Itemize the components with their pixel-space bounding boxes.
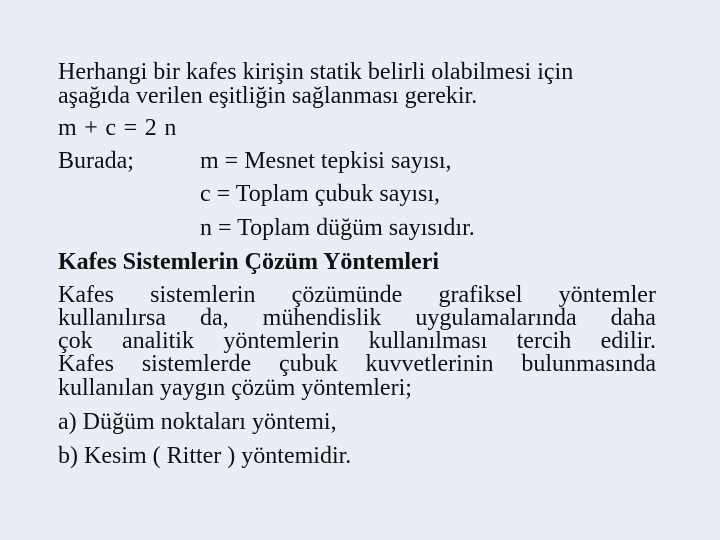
intro-line-2: aşağıda verilen eşitliğin sağlanması gerekir. bbox=[58, 83, 478, 109]
paragraph-word: kuvvetlerinin bbox=[365, 351, 494, 377]
paragraph-line-4 bbox=[58, 353, 656, 376]
paragraph-line-5: kullanılan yaygın çözüm yöntemleri; bbox=[58, 375, 412, 401]
paragraph-word: bulunmasında bbox=[521, 351, 656, 377]
definition-n: n = Toplam düğüm sayısıdır. bbox=[200, 215, 475, 241]
method-b: b) Kesim ( Ritter ) yöntemidir. bbox=[58, 443, 352, 469]
equation: m + c = 2 n bbox=[58, 115, 178, 141]
paragraph-line-1 bbox=[58, 284, 656, 307]
paragraph-word: analitik bbox=[122, 328, 194, 354]
paragraph-word: daha bbox=[610, 305, 656, 331]
paragraph-word: çözümünde bbox=[291, 282, 403, 308]
method-a: a) Düğüm noktaları yöntemi, bbox=[58, 409, 337, 435]
paragraph-word: uygulamalarında bbox=[415, 305, 577, 331]
paragraph-word: tercih bbox=[516, 328, 572, 354]
paragraph-word: edilir. bbox=[600, 328, 656, 354]
paragraph-word: çubuk bbox=[279, 351, 338, 377]
paragraph-word: Kafes bbox=[58, 282, 114, 308]
paragraph-line-2 bbox=[58, 307, 656, 330]
paragraph-word: sistemlerde bbox=[141, 351, 252, 377]
definition-c: c = Toplam çubuk sayısı, bbox=[200, 181, 441, 207]
paragraph-word: yöntemlerin bbox=[223, 328, 340, 354]
paragraph-word: sistemlerin bbox=[150, 282, 256, 308]
paragraph-word: Kafes bbox=[58, 351, 114, 377]
paragraph-word: kullanılırsa bbox=[58, 305, 166, 331]
section-heading: Kafes Sistemlerin Çözüm Yöntemleri bbox=[58, 249, 440, 275]
paragraph-word: da, bbox=[200, 305, 229, 331]
paragraph-word: çok bbox=[58, 328, 93, 354]
intro-line-1: Herhangi bir kafes kirişin statik belirli olabilmesi için bbox=[58, 59, 574, 85]
definitions-prefix: Burada; bbox=[58, 148, 134, 174]
paragraph-word: grafiksel bbox=[438, 282, 523, 308]
paragraph-line-3 bbox=[58, 330, 656, 353]
definition-m: m = Mesnet tepkisi sayısı, bbox=[200, 148, 452, 174]
paragraph-word: yöntemler bbox=[558, 282, 656, 308]
paragraph-word: kullanılması bbox=[368, 328, 488, 354]
paragraph-word: mühendislik bbox=[262, 305, 382, 331]
